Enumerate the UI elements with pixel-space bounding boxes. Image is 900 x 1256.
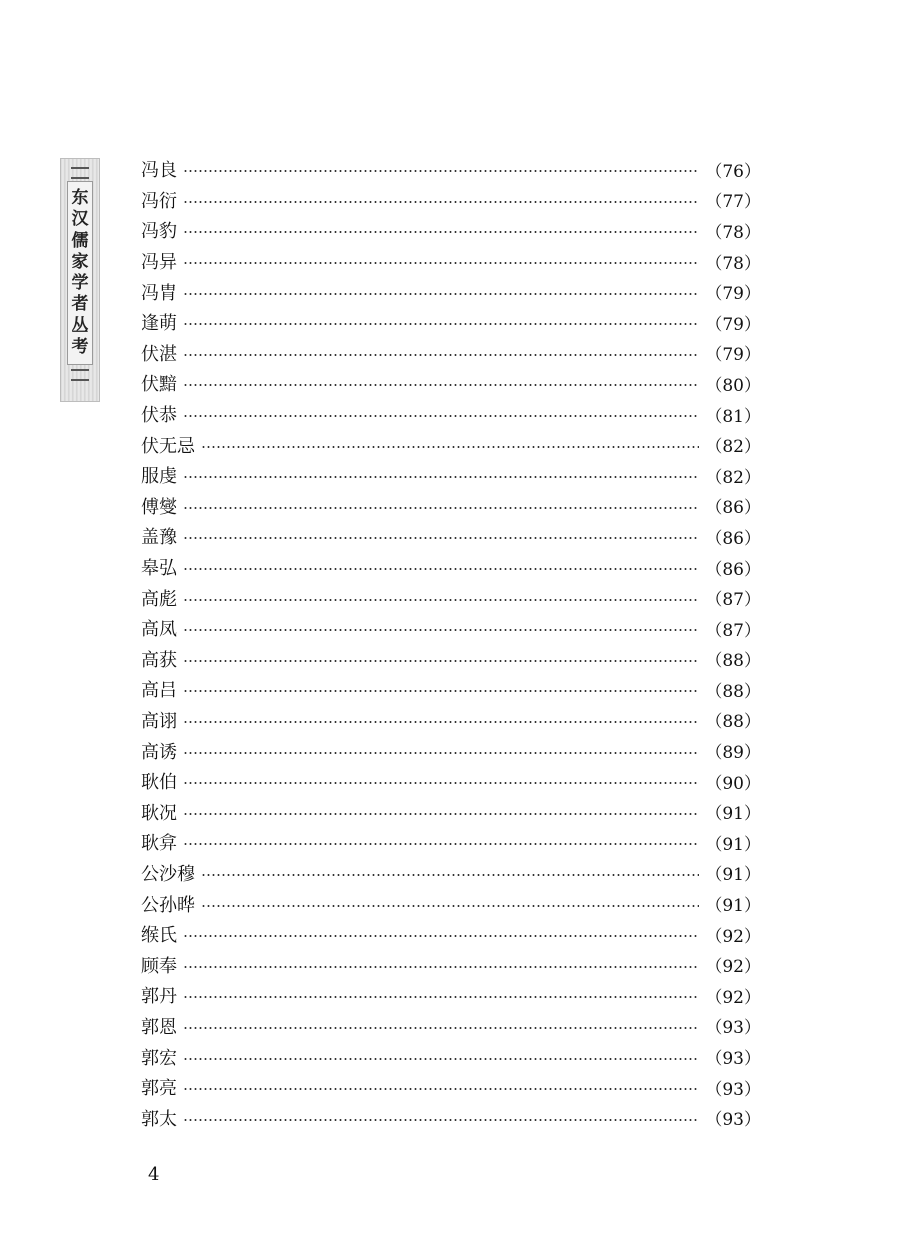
toc-entry-name: 高凤 [141,619,177,641]
toc-entry-page: （89） [705,743,761,764]
toc-entry-name: 服虔 [141,466,177,488]
toc-entry-page: （81） [705,406,761,427]
toc-entry-page: （82） [705,437,761,458]
dot-leader [183,629,699,631]
toc-entry[interactable] [141,613,761,644]
toc-entry[interactable] [141,154,761,185]
dot-leader [183,721,699,723]
dot-leader [201,446,699,448]
toc-entry-name: 伏恭 [141,405,177,427]
dot-leader [183,262,699,264]
toc-entry-name: 冯衍 [141,190,177,212]
dot-leader [183,354,699,356]
toc-entry-name: 顾奉 [141,955,177,977]
toc-entry-page: （92） [705,926,761,947]
toc-entry[interactable] [141,491,761,522]
dot-leader [183,507,699,509]
toc-entry[interactable] [141,552,761,583]
toc-entry[interactable] [141,766,761,797]
toc-entry-page: （76） [705,161,761,182]
toc-entry-page: （82） [705,467,761,488]
toc-entry[interactable] [141,674,761,705]
dot-leader [183,170,699,172]
toc-entry-name: 冯豹 [141,221,177,243]
toc-entry-name: 逢萌 [141,313,177,335]
toc-entry-name: 伏湛 [141,343,177,365]
dot-leader [183,599,699,601]
toc-entry-name: 高彪 [141,588,177,610]
tab-ornament-bottom [71,369,89,381]
toc-entry-name: 缑氏 [141,925,177,947]
tab-ornament-top [71,167,89,179]
toc-entry[interactable] [141,644,761,675]
toc-entry-page: （91） [705,896,761,917]
toc-entry-page: （77） [705,192,761,213]
toc-entry-name: 冯良 [141,160,177,182]
side-title [67,181,93,365]
toc-entry-name: 郭恩 [141,1016,177,1038]
toc-entry-page: （93） [705,1110,761,1131]
toc-entry-page: （79） [705,314,761,335]
dot-leader [183,1027,699,1029]
toc-entry[interactable] [141,276,761,307]
toc-entry-name: 郭太 [141,1108,177,1130]
toc-entry-name: 耿况 [141,802,177,824]
toc-entry-page: （88） [705,651,761,672]
toc-entry-page: （78） [705,222,761,243]
dot-leader [183,996,699,998]
dot-leader [183,231,699,233]
dot-leader [183,323,699,325]
side-title-char: 考 [71,336,89,357]
toc-entry-page: （86） [705,559,761,580]
dot-leader [183,537,699,539]
toc-entry-name: 高获 [141,649,177,671]
toc-entry-page: （91） [705,804,761,825]
toc-entry-page: （91） [705,834,761,855]
toc-entry-name: 冯胄 [141,282,177,304]
side-title-tab [60,158,100,402]
toc-entry-page: （93） [705,1049,761,1070]
toc-entry[interactable] [141,888,761,919]
toc-entry-name: 耿伯 [141,772,177,794]
toc-entry[interactable] [141,705,761,736]
toc-entry[interactable] [141,1011,761,1042]
toc-entry[interactable] [141,1102,761,1133]
side-title-char: 学 [71,273,89,294]
dot-leader [183,568,699,570]
toc-entry-name: 耿弇 [141,833,177,855]
toc-entry-name: 冯异 [141,252,177,274]
toc-entry-page: （86） [705,528,761,549]
dot-leader [183,813,699,815]
toc-entry[interactable] [141,307,761,338]
toc-entry-page: （91） [705,865,761,886]
toc-entry-page: （79） [705,345,761,366]
dot-leader [201,874,699,876]
toc-entry-page: （80） [705,375,761,396]
toc-entry[interactable] [141,215,761,246]
side-title-char: 丛 [71,315,89,336]
toc-entry[interactable] [141,1072,761,1103]
toc-entry-name: 傅燮 [141,496,177,518]
toc-entry-name: 公孙晔 [141,894,195,916]
toc-entry-name: 公沙穆 [141,863,195,885]
side-title-char: 者 [71,294,89,315]
side-title-char: 东 [71,188,89,209]
toc-entry[interactable] [141,949,761,980]
toc-entry-page: （93） [705,1018,761,1039]
dot-leader [183,293,699,295]
toc-entry-page: （87） [705,620,761,641]
table-of-contents [141,154,761,1133]
toc-entry[interactable] [141,246,761,277]
dot-leader [183,782,699,784]
dot-leader [183,843,699,845]
toc-entry-name: 伏无忌 [141,435,195,457]
dot-leader [183,201,699,203]
toc-entry-page: （88） [705,712,761,733]
dot-leader [183,384,699,386]
side-title-char: 家 [71,251,89,272]
dot-leader [183,1088,699,1090]
dot-leader [183,415,699,417]
toc-entry-page: （87） [705,590,761,611]
toc-entry-name: 郭丹 [141,986,177,1008]
toc-entry-name: 郭宏 [141,1047,177,1069]
toc-entry-name: 高吕 [141,680,177,702]
toc-entry-name: 郭亮 [141,1078,177,1100]
toc-entry-page: （92） [705,957,761,978]
page-number: 4 [148,1164,160,1185]
toc-entry-name: 高诱 [141,741,177,763]
toc-entry[interactable] [141,368,761,399]
toc-entry[interactable] [141,735,761,766]
toc-entry[interactable] [141,460,761,491]
toc-entry-name: 高诩 [141,710,177,732]
dot-leader [183,752,699,754]
toc-entry-page: （93） [705,1079,761,1100]
dot-leader [183,935,699,937]
toc-entry-page: （78） [705,253,761,274]
toc-entry[interactable] [141,827,761,858]
dot-leader [183,1058,699,1060]
toc-entry[interactable] [141,338,761,369]
toc-entry-name: 伏黯 [141,374,177,396]
toc-entry[interactable] [141,429,761,460]
dot-leader [183,690,699,692]
toc-entry[interactable] [141,919,761,950]
toc-entry-page: （88） [705,681,761,702]
toc-entry-page: （90） [705,773,761,794]
toc-entry[interactable] [141,399,761,430]
toc-entry-page: （92） [705,987,761,1008]
toc-entry[interactable] [141,521,761,552]
dot-leader [183,966,699,968]
toc-entry-name: 皋弘 [141,558,177,580]
toc-entry[interactable] [141,582,761,613]
side-title-char: 儒 [71,230,89,251]
toc-entry-page: （86） [705,498,761,519]
toc-entry[interactable] [141,980,761,1011]
toc-entry[interactable] [141,185,761,216]
toc-entry-name: 盖豫 [141,527,177,549]
dot-leader [183,1119,699,1121]
side-title-char: 汉 [71,209,89,230]
dot-leader [183,476,699,478]
dot-leader [201,905,699,907]
dot-leader [183,660,699,662]
toc-entry[interactable] [141,1041,761,1072]
toc-entry[interactable] [141,858,761,889]
toc-entry[interactable] [141,796,761,827]
toc-entry-page: （79） [705,284,761,305]
